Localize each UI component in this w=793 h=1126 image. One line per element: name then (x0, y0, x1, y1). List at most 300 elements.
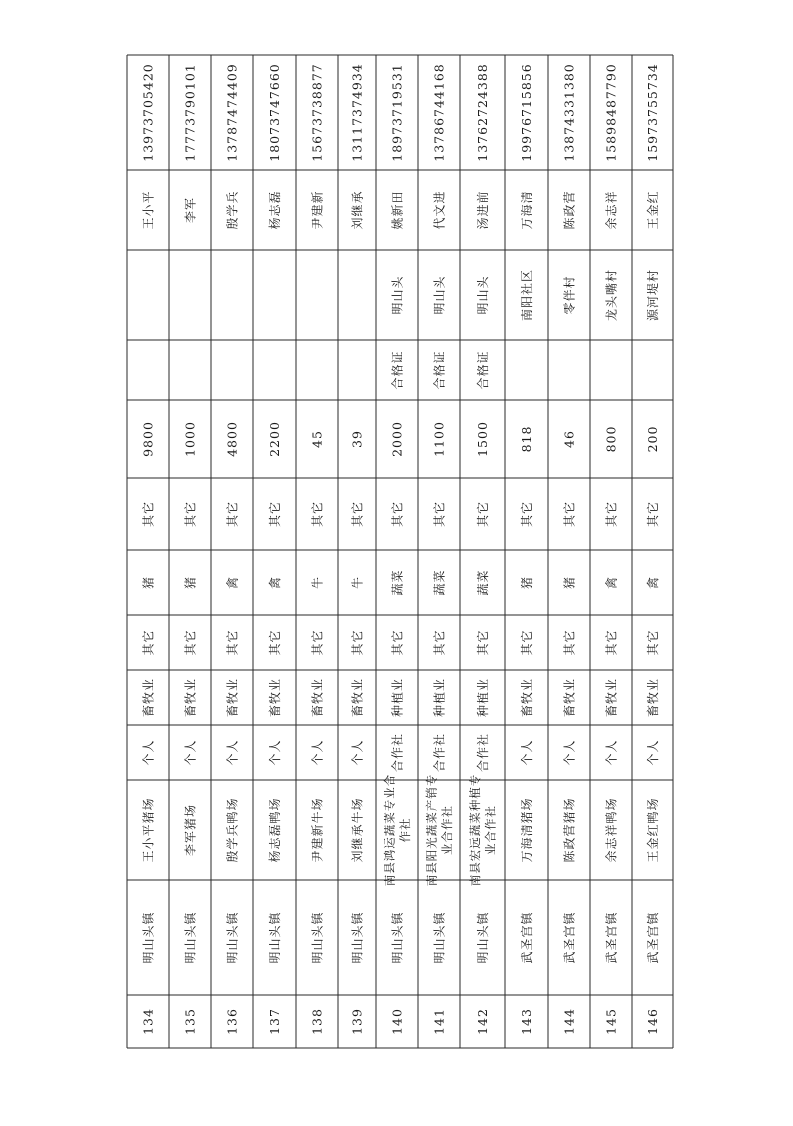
cell-cat1 (349, 629, 364, 655)
svg-text:明山头镇: 明山头镇 (225, 911, 240, 964)
cell-cat1 (224, 629, 239, 655)
cell-qty (183, 421, 198, 457)
svg-text:业合作社: 业合作社 (483, 805, 498, 855)
svg-text:合格证: 合格证 (475, 350, 490, 390)
svg-text:明山头: 明山头 (475, 275, 490, 315)
cell-cat1 (309, 629, 324, 655)
cell-village (603, 269, 618, 321)
cell-name (382, 774, 412, 887)
cell-town (224, 911, 239, 963)
cell-phone (519, 63, 534, 161)
cell-town (349, 911, 364, 963)
cell-qty (267, 421, 282, 457)
cell-contact (389, 190, 404, 229)
svg-text:刘继承牛场: 刘继承牛场 (350, 797, 365, 863)
svg-text:145: 145 (603, 1008, 619, 1035)
cell-no (475, 1008, 490, 1035)
cell-name (645, 797, 660, 862)
cell-phone (562, 63, 577, 161)
svg-text:猪: 猪 (141, 575, 156, 590)
svg-text:9800: 9800 (140, 421, 156, 457)
svg-text:其它: 其它 (267, 629, 282, 656)
svg-text:个人: 个人 (267, 739, 282, 766)
svg-text:代文进: 代文进 (432, 190, 447, 230)
svg-text:武圣宫镇: 武圣宫镇 (604, 911, 619, 964)
cell-industry (603, 678, 618, 717)
svg-text:蔬菜: 蔬菜 (475, 569, 490, 596)
cell-qty (562, 430, 577, 448)
cell-qty (310, 430, 325, 448)
cell-cat2 (224, 501, 239, 527)
table-cells (140, 63, 660, 1035)
cell-no (183, 1008, 198, 1035)
cell-contact (519, 190, 534, 229)
cell-town (603, 911, 618, 963)
cell-town (182, 911, 197, 963)
cell-industry (561, 678, 576, 717)
cell-industry (140, 678, 155, 717)
cell-name (309, 797, 324, 862)
svg-text:其它: 其它 (183, 500, 198, 528)
svg-text:13874331380: 13874331380 (561, 63, 577, 162)
svg-text:其它: 其它 (350, 500, 365, 528)
svg-text:个人: 个人 (225, 739, 240, 766)
svg-text:合格证: 合格证 (432, 350, 447, 390)
cell-town (475, 911, 490, 963)
svg-text:141: 141 (431, 1008, 447, 1035)
svg-text:姚新田: 姚新田 (390, 190, 405, 230)
cell-type (475, 733, 490, 772)
svg-text:殷学兵: 殷学兵 (225, 190, 240, 230)
svg-text:明山头镇: 明山头镇 (475, 911, 490, 964)
cell-industry (475, 678, 490, 717)
cell-name (424, 774, 454, 887)
cell-cat2 (140, 501, 155, 527)
cell-no (562, 1008, 577, 1035)
cell-phone (310, 63, 325, 161)
cell-phone (141, 63, 156, 161)
svg-text:1000: 1000 (182, 421, 198, 457)
cell-type (520, 739, 534, 765)
cell-cat1 (475, 629, 490, 655)
cell-contact (561, 190, 576, 229)
cell-name (519, 797, 534, 862)
cell-product (182, 576, 197, 589)
cell-type (310, 739, 324, 765)
svg-text:王小平猪场: 王小平猪场 (141, 797, 156, 863)
svg-text:合格证: 合格证 (390, 350, 405, 390)
cell-phone (432, 63, 447, 161)
svg-text:禽: 禽 (267, 575, 282, 590)
svg-text:畜牧业: 畜牧业 (350, 677, 365, 718)
svg-text:蔬菜: 蔬菜 (390, 569, 405, 596)
cell-name (224, 797, 239, 862)
svg-text:合作社: 合作社 (432, 732, 447, 773)
cell-type (268, 739, 282, 765)
cell-contact (141, 190, 155, 229)
cell-industry (224, 678, 239, 717)
cell-cat1 (267, 629, 282, 655)
cell-no (141, 1008, 156, 1035)
cell-name (349, 797, 364, 862)
cell-village (561, 275, 576, 314)
cell-phone (390, 63, 405, 161)
svg-text:牛: 牛 (350, 575, 365, 590)
cell-village (389, 275, 404, 314)
cell-qty (390, 421, 405, 457)
svg-text:其它: 其它 (475, 500, 490, 528)
cell-name (468, 774, 498, 887)
cell-no (225, 1008, 240, 1035)
cell-name (561, 797, 576, 862)
svg-text:15673738877: 15673738877 (309, 63, 325, 162)
svg-text:其它: 其它 (604, 500, 619, 528)
cell-cat1 (140, 629, 155, 655)
cell-qty (141, 421, 156, 457)
svg-text:陈政营猪场: 陈政营猪场 (562, 797, 577, 863)
cell-no (267, 1008, 282, 1035)
cell-contact (475, 190, 490, 229)
svg-text:2000: 2000 (389, 421, 405, 457)
svg-text:王金红: 王金红 (645, 190, 660, 230)
svg-text:146: 146 (645, 1008, 660, 1035)
svg-text:万海清猪场: 万海清猪场 (519, 797, 534, 863)
svg-text:个人: 个人 (604, 739, 619, 766)
svg-text:南县宏远蔬菜种植专: 南县宏远蔬菜种植专 (467, 773, 482, 887)
svg-text:18973719531: 18973719531 (389, 63, 405, 162)
svg-text:尹建新: 尹建新 (310, 190, 325, 230)
svg-text:南县阳光蔬菜产销专: 南县阳光蔬菜产销专 (424, 773, 439, 887)
svg-text:其它: 其它 (267, 500, 282, 528)
cell-town (389, 911, 404, 963)
cell-no (432, 1008, 447, 1035)
cell-cat2 (182, 501, 197, 527)
svg-text:明山头镇: 明山头镇 (141, 911, 156, 964)
svg-text:4800: 4800 (224, 421, 240, 457)
cell-phone (475, 63, 490, 161)
cell-name (140, 797, 155, 862)
svg-text:其它: 其它 (645, 500, 660, 528)
cell-contact (182, 197, 197, 223)
cell-phone (183, 63, 198, 161)
svg-text:39: 39 (349, 430, 365, 448)
cell-cat2 (561, 501, 576, 527)
svg-text:南阳社区: 南阳社区 (519, 268, 534, 322)
cell-product (224, 576, 239, 589)
cell-no (645, 1008, 660, 1035)
svg-text:137: 137 (267, 1008, 282, 1035)
cell-product (431, 569, 446, 595)
svg-text:2200: 2200 (267, 421, 282, 457)
cell-village (475, 275, 490, 314)
svg-text:尹建新牛场: 尹建新牛场 (310, 797, 325, 863)
cell-qty (432, 421, 447, 457)
svg-text:其它: 其它 (432, 500, 447, 528)
svg-text:畜牧业: 畜牧业 (604, 677, 619, 718)
cell-cat2 (389, 501, 404, 527)
cell-qty (519, 426, 534, 453)
cell-industry (267, 678, 282, 717)
cell-industry (309, 678, 324, 717)
cell-contact (350, 190, 364, 229)
svg-text:其它: 其它 (645, 629, 660, 656)
svg-text:汤进前: 汤进前 (475, 190, 490, 230)
svg-text:其它: 其它 (562, 629, 577, 656)
svg-text:龙头嘴村: 龙头嘴村 (604, 268, 619, 322)
cell-town (519, 911, 534, 963)
cell-qty (225, 421, 240, 457)
cell-type (141, 739, 155, 765)
cell-product (140, 576, 155, 589)
cell-no (390, 1008, 405, 1035)
svg-text:其它: 其它 (225, 500, 240, 528)
cell-town (267, 911, 282, 963)
svg-text:个人: 个人 (350, 739, 365, 766)
svg-text:余志祥鸭场: 余志祥鸭场 (604, 797, 619, 863)
svg-text:13762724388: 13762724388 (475, 63, 490, 162)
svg-text:134: 134 (140, 1008, 156, 1035)
cell-type (562, 739, 576, 765)
cell-type (604, 739, 618, 765)
svg-text:畜牧业: 畜牧业 (141, 677, 156, 718)
svg-text:143: 143 (519, 1008, 534, 1035)
cell-cat2 (475, 501, 490, 527)
svg-text:王金红鸭场: 王金红鸭场 (645, 797, 660, 863)
svg-text:合作社: 合作社 (390, 732, 405, 773)
cell-contact (267, 190, 282, 229)
cell-cat1 (561, 629, 576, 655)
svg-text:135: 135 (182, 1008, 198, 1035)
svg-text:武圣宫镇: 武圣宫镇 (562, 911, 577, 964)
cell-phone (267, 63, 282, 161)
cell-town (645, 911, 660, 963)
svg-text:1100: 1100 (431, 421, 447, 457)
cell-product (309, 576, 324, 589)
cell-cat2 (431, 501, 446, 527)
cell-village (519, 269, 534, 321)
cell-type (350, 739, 364, 765)
svg-text:其它: 其它 (604, 629, 619, 656)
cell-cert (389, 350, 404, 389)
svg-text:其它: 其它 (390, 500, 405, 528)
svg-text:种植业: 种植业 (432, 677, 447, 718)
svg-text:200: 200 (645, 425, 660, 453)
svg-text:畜牧业: 畜牧业 (267, 677, 282, 718)
svg-text:禽: 禽 (604, 575, 619, 590)
cell-product (603, 576, 618, 589)
svg-text:17773790101: 17773790101 (182, 63, 198, 162)
cell-village (645, 269, 660, 321)
svg-text:王小平: 王小平 (141, 190, 156, 230)
cell-no (519, 1008, 534, 1035)
cell-town (561, 911, 576, 963)
cell-type (431, 733, 446, 772)
cell-product (475, 569, 490, 595)
cell-cat1 (431, 629, 446, 655)
cell-phone (645, 63, 660, 161)
cell-cert (475, 350, 490, 389)
svg-text:猪: 猪 (562, 575, 577, 590)
svg-text:800: 800 (603, 425, 619, 453)
svg-text:13117374934: 13117374934 (349, 63, 365, 162)
svg-text:13786744168: 13786744168 (431, 63, 447, 162)
cell-contact (309, 190, 324, 229)
svg-text:蔬菜: 蔬菜 (432, 569, 447, 596)
cell-name (182, 804, 197, 856)
cell-qty (645, 426, 660, 453)
cell-town (431, 911, 446, 963)
svg-text:李军猪场: 李军猪场 (183, 803, 198, 857)
cell-no (350, 1008, 365, 1035)
svg-text:136: 136 (224, 1008, 240, 1035)
cell-product (645, 576, 660, 589)
svg-text:明山头镇: 明山头镇 (310, 911, 325, 964)
svg-text:其它: 其它 (562, 500, 577, 528)
cell-qty (350, 430, 365, 448)
cell-cat1 (603, 629, 618, 655)
cell-cat1 (389, 629, 404, 655)
cell-product (267, 576, 282, 589)
svg-text:杨志磊: 杨志磊 (267, 190, 282, 230)
svg-text:畜牧业: 畜牧业 (310, 677, 325, 718)
svg-text:牛: 牛 (310, 575, 325, 590)
cell-village (431, 275, 446, 314)
svg-text:其它: 其它 (390, 629, 405, 656)
svg-text:明山头镇: 明山头镇 (350, 911, 365, 964)
svg-text:18073747660: 18073747660 (267, 63, 282, 162)
cell-industry (519, 678, 534, 717)
svg-text:猪: 猪 (183, 575, 198, 590)
svg-text:13973705420: 13973705420 (140, 63, 156, 162)
cell-town (309, 911, 324, 963)
svg-text:南县鸿运蔬菜专业合: 南县鸿运蔬菜专业合 (382, 773, 397, 887)
cell-phone (350, 63, 365, 161)
cell-industry (182, 678, 197, 717)
cell-cat2 (645, 501, 660, 527)
svg-text:其它: 其它 (475, 629, 490, 656)
svg-text:禽: 禽 (225, 575, 240, 590)
cell-contact (645, 190, 660, 229)
cell-no (310, 1008, 325, 1035)
svg-text:明山头: 明山头 (390, 275, 405, 315)
cell-type (225, 739, 239, 765)
cell-product (389, 569, 404, 595)
svg-text:个人: 个人 (645, 739, 660, 766)
svg-text:其它: 其它 (432, 629, 447, 656)
svg-text:畜牧业: 畜牧业 (225, 677, 240, 718)
svg-text:业合作社: 业合作社 (439, 805, 454, 855)
cell-contact (225, 190, 239, 229)
cell-product (349, 576, 364, 589)
cell-cat2 (309, 501, 324, 527)
svg-text:46: 46 (561, 430, 577, 448)
cell-product (519, 576, 534, 589)
svg-text:个人: 个人 (519, 739, 534, 766)
svg-text:140: 140 (389, 1008, 405, 1035)
svg-text:19976715856: 19976715856 (519, 63, 534, 162)
svg-text:其它: 其它 (519, 629, 534, 656)
svg-text:杨志磊鸭场: 杨志磊鸭场 (267, 797, 282, 863)
cell-no (604, 1008, 619, 1035)
cell-industry (349, 678, 364, 717)
svg-text:零伴村: 零伴村 (562, 275, 577, 315)
svg-text:殷学兵鸭场: 殷学兵鸭场 (225, 797, 240, 863)
svg-text:其它: 其它 (141, 500, 156, 528)
cell-cat1 (182, 629, 197, 655)
svg-text:作社: 作社 (397, 817, 412, 843)
svg-text:万海清: 万海清 (519, 190, 534, 230)
svg-text:种植业: 种植业 (475, 677, 490, 718)
svg-text:明山头镇: 明山头镇 (390, 911, 405, 964)
svg-text:陈政营: 陈政营 (562, 190, 577, 230)
cell-type (183, 739, 197, 765)
svg-text:144: 144 (561, 1008, 577, 1035)
cell-product (561, 576, 576, 589)
svg-text:刘继承: 刘继承 (350, 190, 365, 230)
svg-text:武圣宫镇: 武圣宫镇 (519, 911, 534, 964)
svg-text:其它: 其它 (310, 629, 325, 656)
svg-text:15898487790: 15898487790 (603, 63, 619, 162)
cell-cat2 (349, 501, 364, 527)
cell-contact (431, 190, 446, 229)
svg-text:源河堤村: 源河堤村 (645, 268, 660, 322)
svg-text:畜牧业: 畜牧业 (645, 677, 660, 718)
cell-qty (604, 426, 619, 453)
svg-text:45: 45 (309, 430, 325, 448)
cell-cert (431, 350, 446, 389)
svg-text:明山头镇: 明山头镇 (432, 911, 447, 964)
cell-name (603, 797, 618, 862)
cell-phone (604, 63, 619, 161)
svg-text:个人: 个人 (141, 739, 156, 766)
svg-text:其它: 其它 (350, 629, 365, 656)
svg-text:明山头镇: 明山头镇 (183, 911, 198, 964)
svg-text:个人: 个人 (183, 739, 198, 766)
svg-text:其它: 其它 (141, 629, 156, 656)
cell-qty (475, 421, 490, 457)
svg-text:李军: 李军 (183, 196, 198, 224)
cell-industry (431, 678, 446, 717)
cell-cat2 (267, 501, 282, 527)
svg-text:畜牧业: 畜牧业 (183, 677, 198, 718)
svg-text:818: 818 (519, 425, 534, 453)
svg-text:139: 139 (349, 1008, 365, 1035)
cell-phone (225, 63, 240, 161)
svg-text:其它: 其它 (225, 629, 240, 656)
cell-contact (603, 190, 618, 229)
svg-text:个人: 个人 (562, 739, 577, 766)
svg-text:武圣宫镇: 武圣宫镇 (645, 911, 660, 964)
svg-text:其它: 其它 (310, 500, 325, 528)
cell-cat2 (519, 501, 534, 527)
svg-text:畜牧业: 畜牧业 (562, 677, 577, 718)
cell-type (389, 733, 404, 772)
svg-text:合作社: 合作社 (475, 732, 490, 773)
svg-text:142: 142 (475, 1008, 490, 1035)
cell-industry (645, 678, 660, 717)
svg-text:15973755734: 15973755734 (645, 63, 660, 162)
svg-text:13787474409: 13787474409 (224, 63, 240, 162)
cell-cat1 (645, 629, 660, 655)
cell-town (140, 911, 155, 963)
svg-text:畜牧业: 畜牧业 (519, 677, 534, 718)
svg-text:禽: 禽 (645, 575, 660, 590)
svg-text:明山头: 明山头 (432, 275, 447, 315)
svg-text:明山头镇: 明山头镇 (267, 911, 282, 964)
svg-text:余志祥: 余志祥 (604, 190, 619, 230)
cell-type (646, 739, 660, 765)
svg-text:1500: 1500 (475, 421, 490, 457)
